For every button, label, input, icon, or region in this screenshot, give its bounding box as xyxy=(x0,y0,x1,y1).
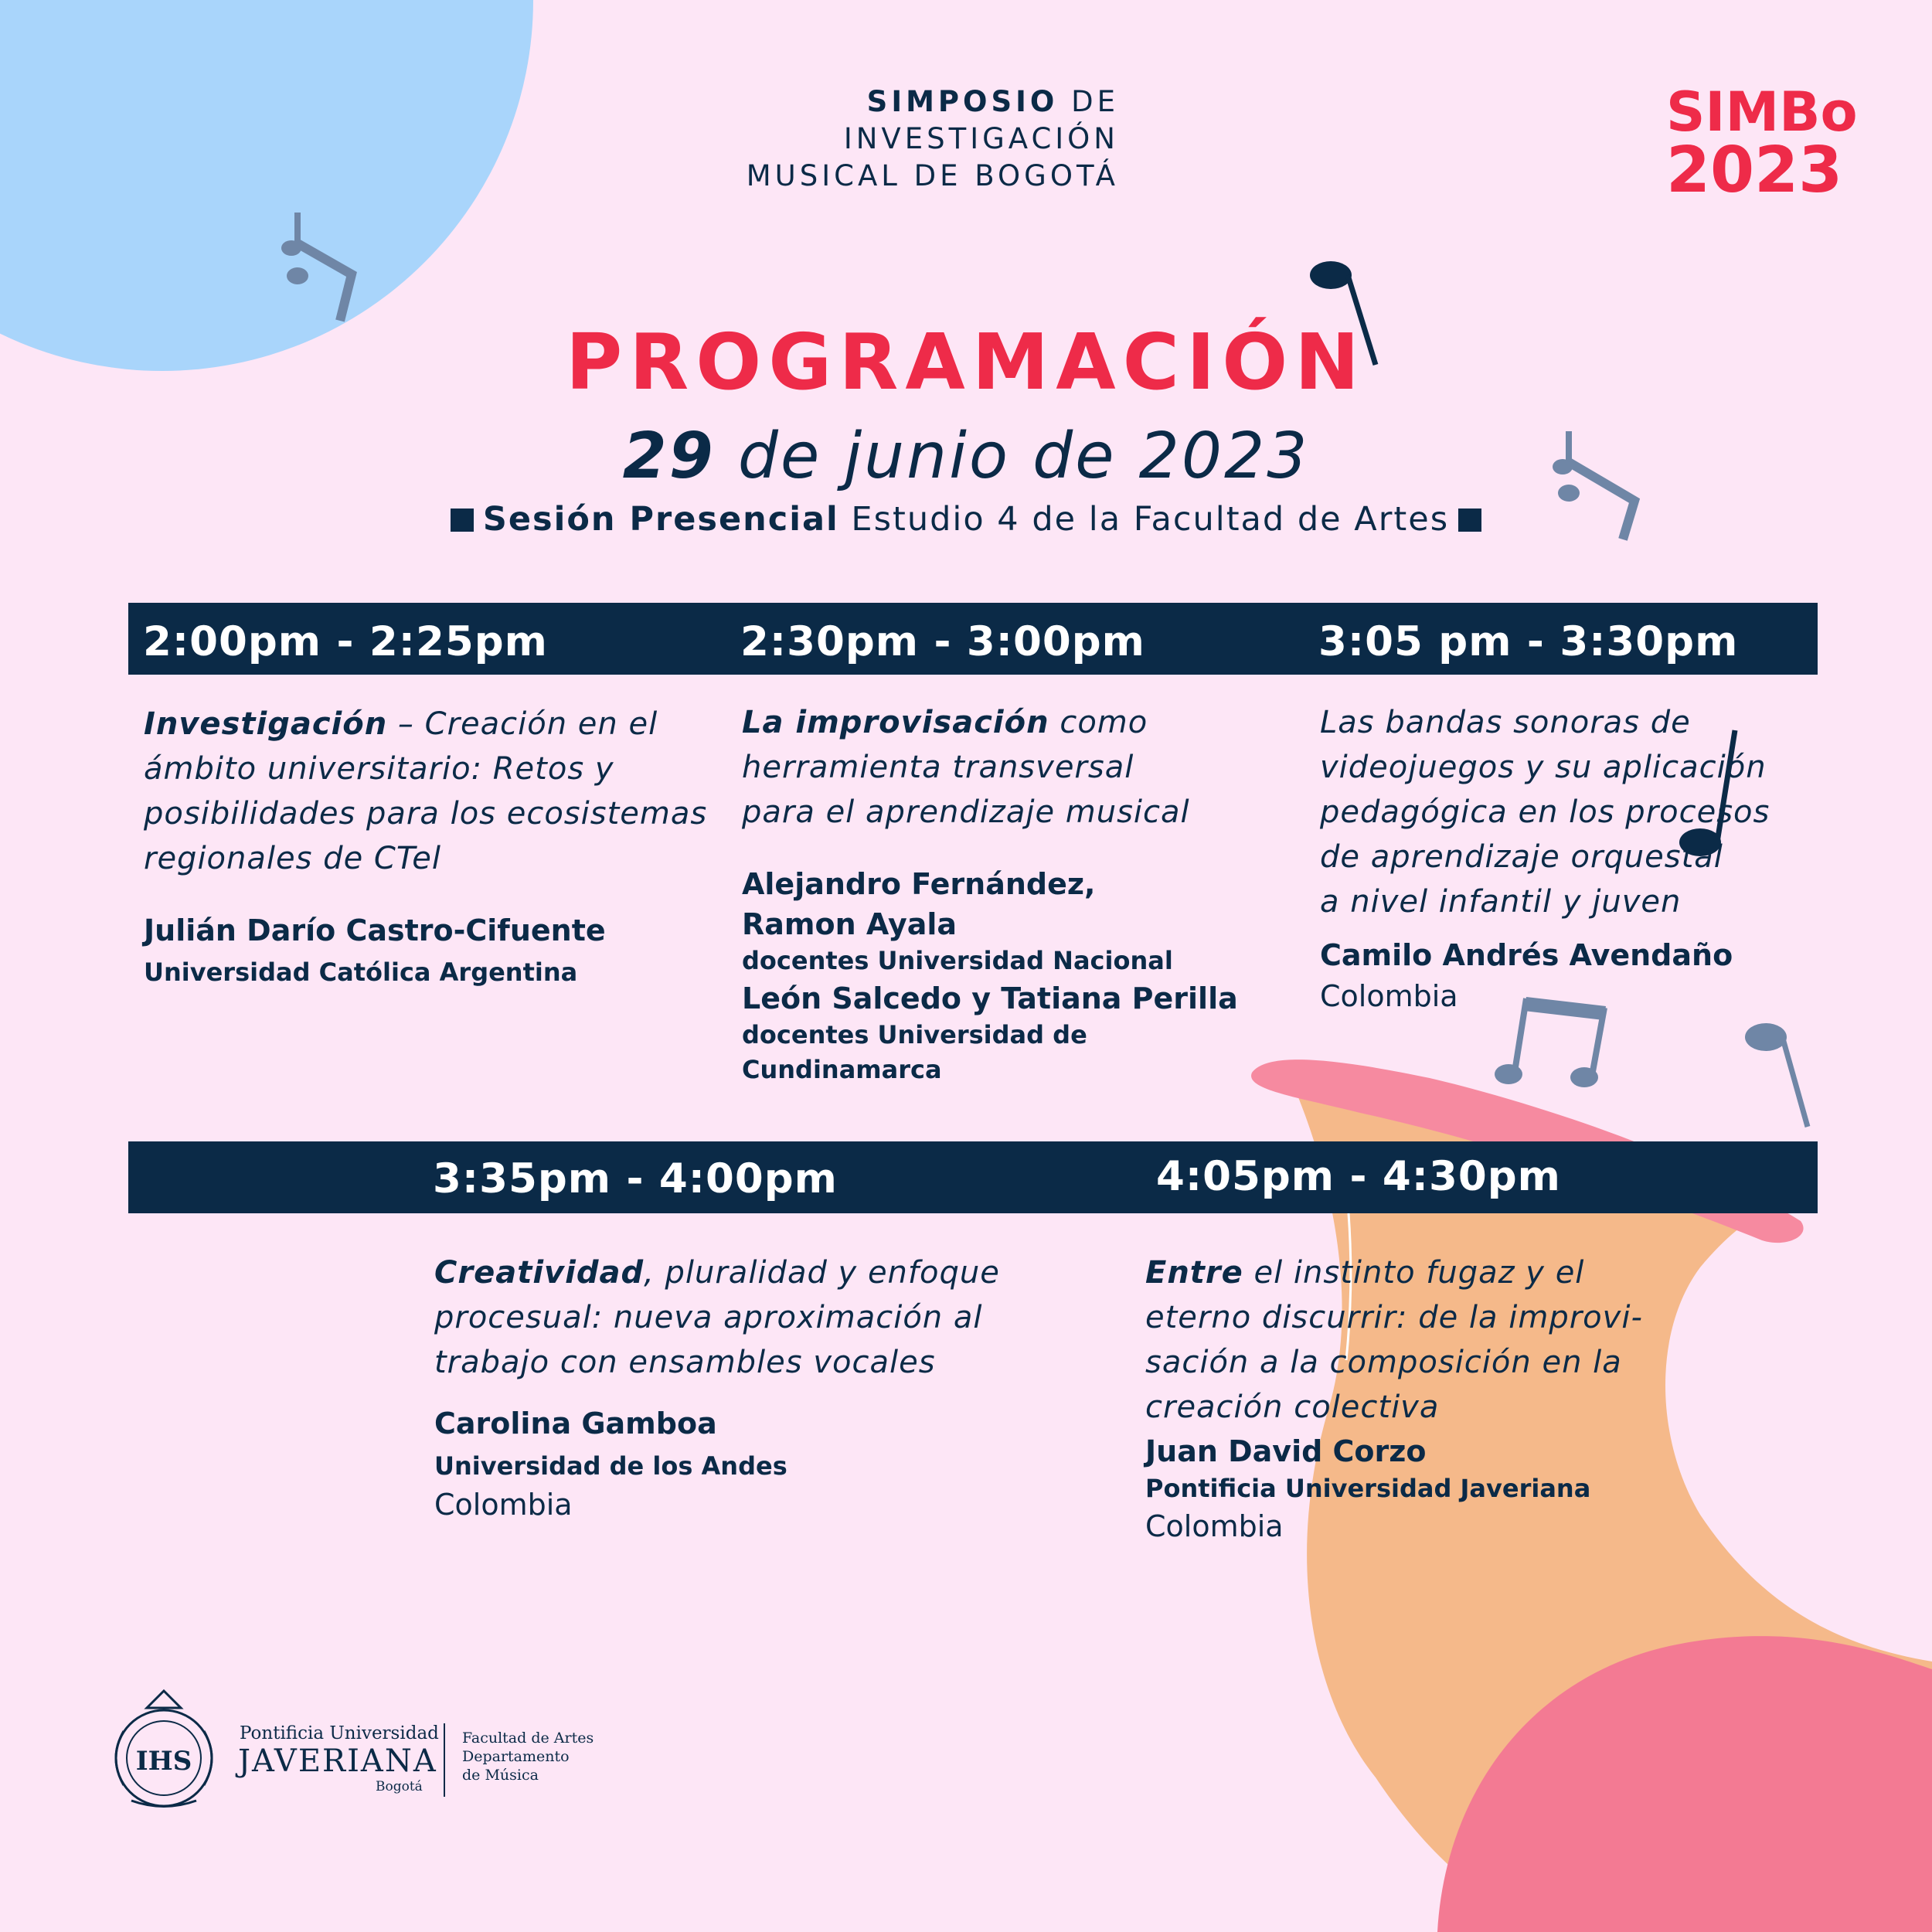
speaker-name-2b: Ramon Ayala xyxy=(742,907,957,941)
speaker-affiliation-2c: Cundinamarca xyxy=(742,1055,942,1084)
square-bullet-icon xyxy=(1458,509,1481,532)
speaker-name-4: Carolina Gamboa xyxy=(434,1406,717,1440)
talk-title-5: Entre el instinto fugaz y el eterno discurrir: de la improvi- sación a la composición en la creación colectiva xyxy=(1145,1255,1643,1425)
university-name-line3: Bogotá xyxy=(376,1779,423,1794)
symposium-name-line3: MUSICAL DE BOGOTÁ xyxy=(746,159,1119,192)
quarter-note-icon xyxy=(1743,1019,1820,1134)
talk-title-1: Investigación – Creación en el ámbito universitario: Retos y posibilidades para los ecosistemas regionales de CTel xyxy=(144,706,708,876)
time-slot-3: 3:05 pm - 3:30pm xyxy=(1318,618,1739,665)
svg-text:IHS: IHS xyxy=(135,1746,192,1777)
university-seal-icon xyxy=(100,1685,228,1812)
talk-title-4: Creatividad, pluralidad y enfoque procesual: nueva aproximación al trabajo con ensambles vocales xyxy=(434,1255,1000,1380)
symposium-name-line1: SIMPOSIO DE xyxy=(866,85,1119,118)
speaker-affiliation-2b: docentes Universidad de xyxy=(742,1020,1087,1049)
department-line1: Facultad de Artes xyxy=(462,1730,594,1747)
time-band-row2 xyxy=(128,1141,1818,1213)
department-line2: Departamento xyxy=(462,1748,570,1765)
speaker-name-2c: León Salcedo y Tatiana Perilla xyxy=(742,981,1238,1015)
time-slot-5: 4:05pm - 4:30pm xyxy=(1156,1153,1561,1200)
speaker-name-2a: Alejandro Fernández, xyxy=(742,867,1096,901)
blue-circle-shape xyxy=(0,0,533,371)
speaker-affiliation-2a: docentes Universidad Nacional xyxy=(742,946,1173,975)
speaker-affiliation-4: Universidad de los Andes xyxy=(434,1451,787,1481)
symposium-name-line2: INVESTIGACIÓN xyxy=(843,122,1119,155)
session-location: Sesión Presencial Estudio 4 de la Facultad de Artes xyxy=(0,500,1932,539)
simbo-logo-word: SIMBo xyxy=(1666,80,1858,144)
simbo-logo-year: 2023 xyxy=(1666,134,1843,207)
beamed-notes-icon xyxy=(1492,991,1615,1091)
university-name-line1: Pontificia Universidad xyxy=(240,1723,439,1743)
department-line3: de Música xyxy=(462,1767,539,1784)
speaker-country-4: Colombia xyxy=(434,1488,573,1522)
page-title: PROGRAMACIÓN xyxy=(566,317,1366,407)
talk-title-3: Las bandas sonoras de videojuegos y su aplicación pedagógica en los procesos de aprendizaje orquestal a nivel infantil y juven xyxy=(1320,705,1770,920)
time-slot-1: 2:00pm - 2:25pm xyxy=(143,618,548,665)
music-note-icon xyxy=(274,205,367,328)
speaker-name-1: Julián Darío Castro-Cifuente xyxy=(144,913,606,947)
speaker-name-3: Camilo Andrés Avendaño xyxy=(1320,938,1733,972)
time-slot-2: 2:30pm - 3:00pm xyxy=(740,618,1145,665)
square-bullet-icon xyxy=(451,509,474,532)
time-slot-4: 3:35pm - 4:00pm xyxy=(433,1155,838,1202)
event-date: 29 de junio de 2023 xyxy=(622,420,1310,493)
speaker-name-5: Juan David Corzo xyxy=(1145,1434,1427,1468)
speaker-country-3: Colombia xyxy=(1320,979,1458,1013)
speaker-affiliation-5: Pontificia Universidad Javeriana xyxy=(1145,1474,1591,1503)
university-name-line2: JAVERIANA xyxy=(238,1743,437,1779)
speaker-country-5: Colombia xyxy=(1145,1509,1284,1543)
speaker-affiliation-1: Universidad Católica Argentina xyxy=(144,957,578,987)
footer-divider xyxy=(444,1723,445,1797)
talk-title-2: La improvisación como herramienta transversal para el aprendizaje musical xyxy=(742,705,1190,830)
